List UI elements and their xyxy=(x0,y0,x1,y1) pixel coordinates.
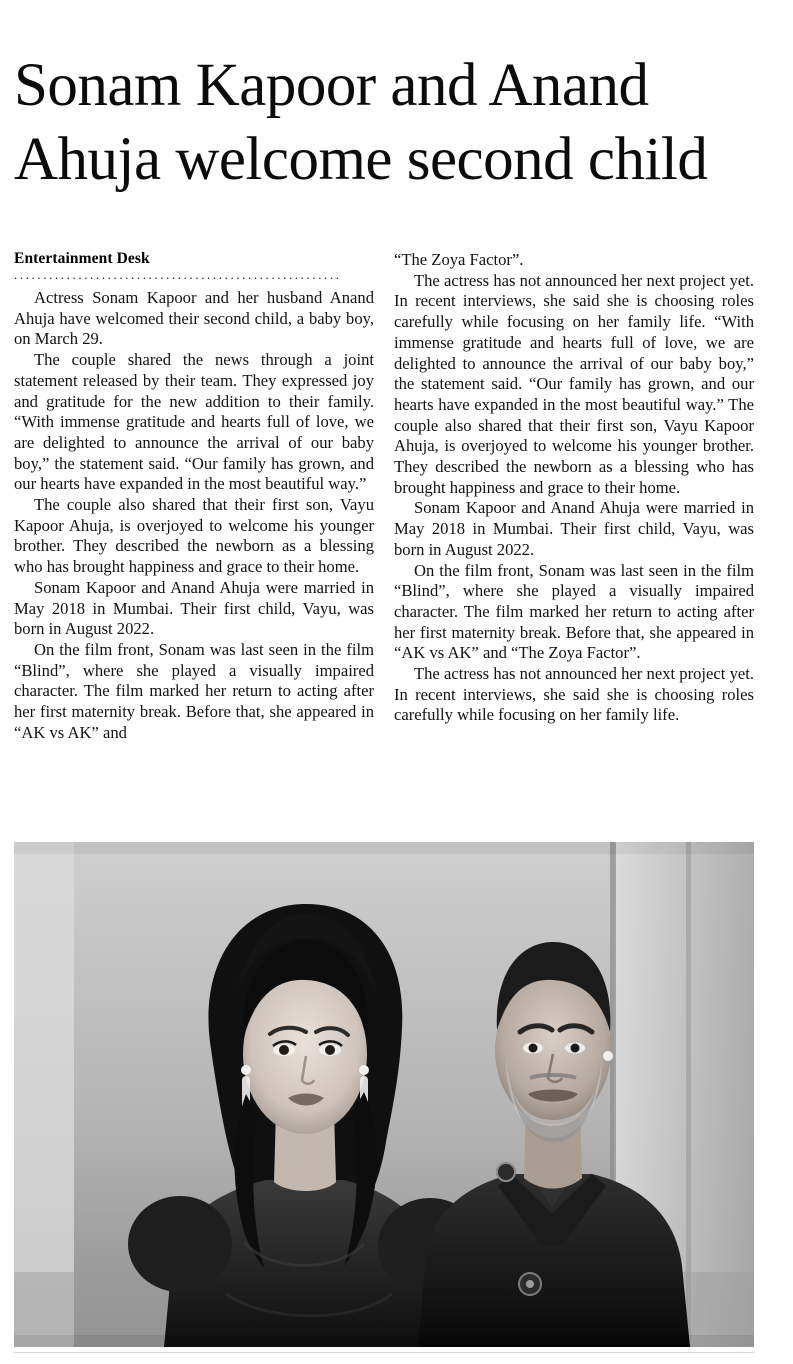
article-column-right xyxy=(394,250,754,726)
paragraph: Actress Sonam Kapoor and her husband Anand Ahuja have welcomed their second child, a baby boy, on March 29. xyxy=(14,288,374,349)
dotted-divider: ........................................................ xyxy=(14,267,342,282)
paragraph: On the film front, Sonam was last seen in the film “Blind”, where she played a visually impaired character. The film marked her return to acting after her first maternity break. Before that, she appeared in “AK vs AK” and xyxy=(14,639,374,742)
paragraph: Sonam Kapoor and Anand Ahuja were married in May 2018 in Mumbai. Their first child, Vayu, was born in August 2022. xyxy=(14,577,374,639)
article-column-left xyxy=(14,250,374,743)
page-title: Sonam Kapoor and Anand Ahuja welcome second child xyxy=(14,51,708,193)
paragraph: The actress has not announced her next project yet. In recent interviews, she said she is choosing roles carefully while focusing on her family life. xyxy=(394,664,754,725)
paragraph: On the film front, Sonam was last seen in the film “Blind”, where she played a visually impaired character. The film marked her return to acting after her first maternity break. Before that, she appeared in “AK vs AK” and “The Zoya Factor”. xyxy=(394,560,754,663)
byline: Entertainment Desk xyxy=(14,250,150,267)
article-body xyxy=(14,250,754,830)
footer-divider xyxy=(14,1352,754,1353)
page-left-margin xyxy=(0,0,6,1364)
paragraph: The couple shared the news through a joint statement released by their team. They expressed joy and gratitude for the new addition to their family. “With immense gratitude and hearts full of love, we are delighted to announce the arrival of our baby boy,” the statement said. “Our family has grown, and our hearts have expanded in the most beautiful way.” xyxy=(14,350,374,494)
paragraph: Sonam Kapoor and Anand Ahuja were married in May 2018 in Mumbai. Their first child, Vayu, was born in August 2022. xyxy=(394,498,754,559)
paragraph: “The Zoya Factor”. xyxy=(394,250,524,269)
paragraph: The actress has not announced her next project yet. In recent interviews, she said she is choosing roles carefully while focusing on her family life. “With immense gratitude and hearts full of love, we are delighted to announce the arrival of our baby boy,” the statement said. “Our family has grown, and our hearts have expanded in the most beautiful way.” The couple also shared that their first son, Vayu Kapoor Ahuja, is overjoyed to welcome his younger brother. They described the newborn as a blessing who has brought happiness and grace to their home. xyxy=(394,270,754,497)
paragraph: The couple also shared that their first son, Vayu Kapoor Ahuja, is overjoyed to welcome his younger brother. They described the newborn as a blessing who has brought happiness and grace to their home. xyxy=(14,495,374,577)
photo-sonam-kapoor-anand-ahuja xyxy=(14,842,754,1347)
